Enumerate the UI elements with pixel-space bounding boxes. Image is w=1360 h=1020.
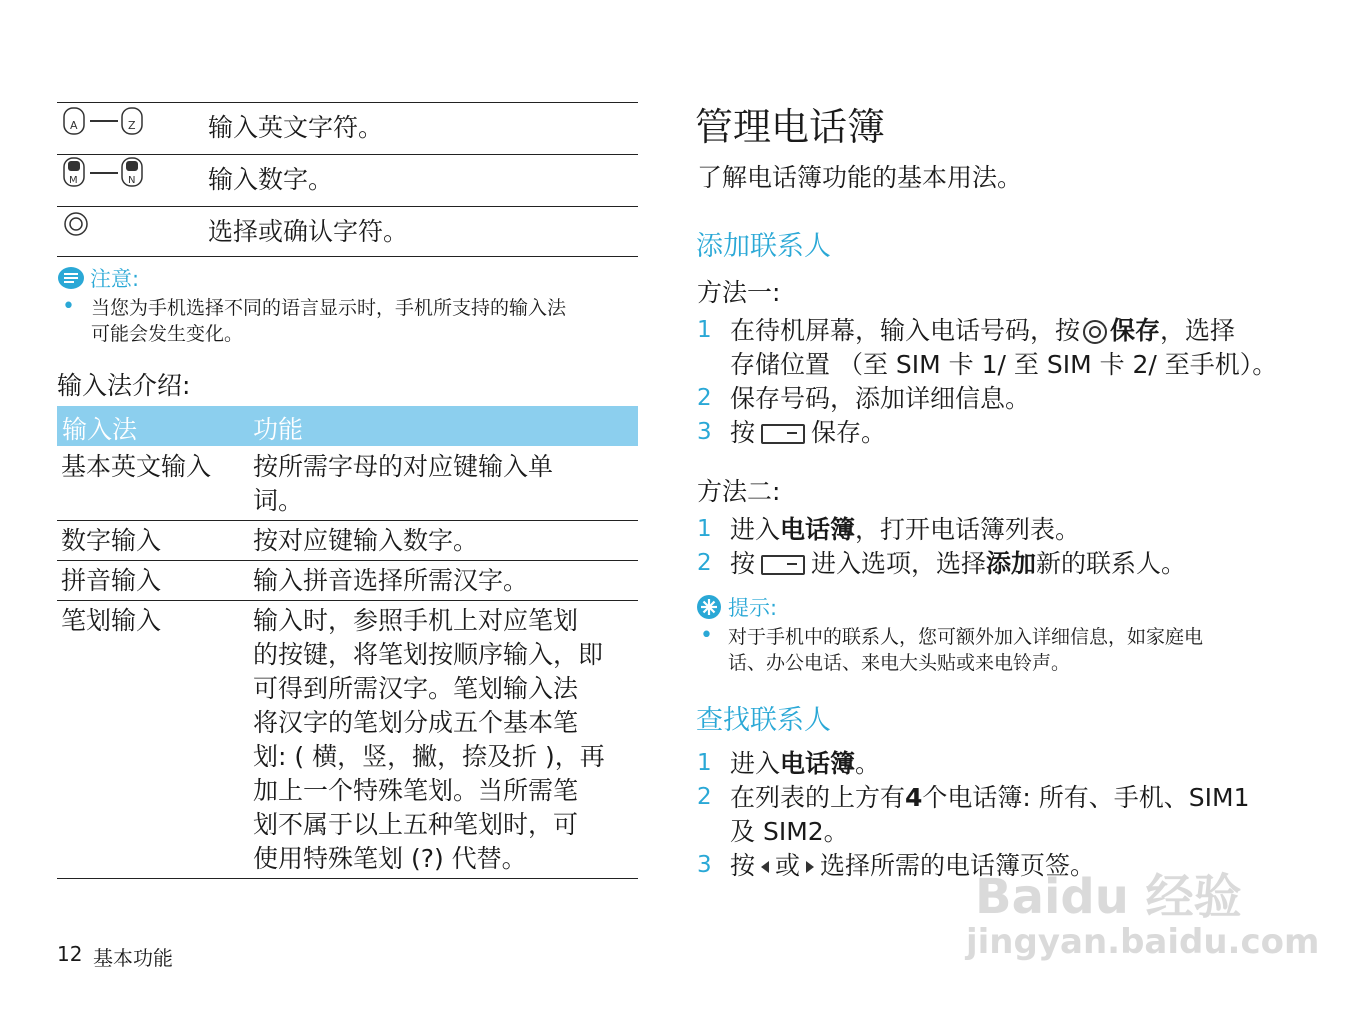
svg-text:Z: Z bbox=[128, 119, 136, 132]
svg-text:M: M bbox=[69, 175, 78, 186]
header-method: 输入法 bbox=[62, 415, 138, 444]
key-desc: 输入英文字符。 bbox=[208, 113, 384, 142]
ok-key-icon bbox=[1083, 320, 1107, 344]
step-text-cont: 及 SIM2。 bbox=[730, 817, 849, 846]
method-two-label: 方法二: bbox=[697, 477, 781, 506]
step-text-part: 进入 bbox=[730, 515, 781, 544]
key-range-a-z bbox=[62, 104, 152, 138]
step-text-part: 在待机屏幕，输入电话号码，按 bbox=[730, 316, 1081, 345]
ime-intro: 输入法介绍: bbox=[57, 371, 191, 400]
add-label: 添加 bbox=[986, 549, 1037, 578]
ime-desc-line: 词。 bbox=[253, 486, 304, 515]
key-range-0-9 bbox=[62, 156, 152, 190]
step-number: 1 bbox=[697, 317, 712, 343]
page-title: 管理电话簿 bbox=[695, 105, 886, 149]
ime-method: 数字输入 bbox=[61, 526, 162, 555]
key-a-z-icon bbox=[62, 104, 152, 138]
key-0-9-icon bbox=[62, 156, 152, 190]
ok-key-icon bbox=[62, 210, 90, 242]
step-text-part: 进入 bbox=[730, 749, 781, 778]
step-text-part: 按 bbox=[730, 549, 756, 578]
save-label: 保存 bbox=[1110, 316, 1161, 345]
tip-title: 提示: bbox=[728, 596, 778, 620]
ime-table-header bbox=[57, 406, 638, 446]
step-text-cont: 存储位置 （至 SIM 卡 1/ 至 SIM 卡 2/ 至手机）。 bbox=[730, 350, 1278, 379]
watermark-logo: Baidu 经验 bbox=[975, 869, 1242, 925]
add-contact-heading: 添加联系人 bbox=[696, 231, 831, 262]
note-line: 可能会发生变化。 bbox=[91, 323, 244, 345]
step-number: 1 bbox=[697, 750, 712, 776]
step-text-part: 按 bbox=[730, 851, 756, 880]
step-text bbox=[730, 416, 886, 450]
ime-desc-line: 加上一个特殊笔划。当所需笔 bbox=[253, 776, 579, 805]
step-text-part: 新的联系人。 bbox=[1036, 549, 1187, 578]
find-contact-heading: 查找联系人 bbox=[696, 705, 831, 736]
ime-method: 笔划输入 bbox=[61, 606, 162, 635]
table-rule bbox=[57, 154, 638, 155]
tip-bullet: • bbox=[700, 623, 713, 648]
watermark-url: jingyan.baidu.com bbox=[966, 922, 1320, 962]
step-number: 2 bbox=[697, 784, 712, 810]
tip-icon bbox=[696, 594, 722, 624]
left-arrow-icon bbox=[761, 861, 769, 873]
phonebook-label: 电话簿 bbox=[780, 515, 856, 544]
left-softkey-icon bbox=[761, 424, 805, 444]
step-text-part: 个电话簿: 所有、手机、SIM1 bbox=[922, 783, 1250, 812]
step-text-part: 。 bbox=[855, 749, 881, 778]
ime-desc-line: 输入拼音选择所需汉字。 bbox=[253, 566, 529, 595]
ime-desc-line: 可得到所需汉字。笔划输入法 bbox=[253, 674, 579, 703]
method-one-label: 方法一: bbox=[697, 278, 781, 307]
step-text-part: ，选择 bbox=[1160, 316, 1236, 345]
table-rule bbox=[57, 206, 638, 207]
step-text-part: 按 bbox=[730, 418, 756, 447]
note-icon bbox=[57, 266, 85, 294]
step-text bbox=[730, 781, 1250, 815]
svg-text:N: N bbox=[128, 175, 136, 186]
intro-text: 了解电话簿功能的基本用法。 bbox=[697, 163, 1023, 192]
step-text-part: 保存。 bbox=[811, 418, 887, 447]
note-title: 注意: bbox=[90, 267, 140, 291]
table-rule bbox=[57, 102, 638, 103]
svg-text:A: A bbox=[70, 119, 78, 132]
table-rule bbox=[57, 560, 638, 561]
left-softkey-icon bbox=[761, 555, 805, 575]
step-text-part: ，打开电话簿列表。 bbox=[855, 515, 1081, 544]
key-desc: 输入数字。 bbox=[208, 165, 334, 194]
tip-line: 对于手机中的联系人，您可额外加入详细信息，如家庭电 bbox=[728, 626, 1204, 648]
ime-desc-line: 划: ( 横，竖，撇，捺及折 )，再 bbox=[253, 742, 605, 771]
page-number: 12 bbox=[57, 942, 83, 966]
right-arrow-icon bbox=[806, 861, 814, 873]
step-text-part: 选择所需的电话簿页签。 bbox=[820, 851, 1096, 880]
tip-line: 话、办公电话、来电大头贴或来电铃声。 bbox=[728, 652, 1071, 674]
table-rule bbox=[57, 520, 638, 521]
step-number: 3 bbox=[697, 419, 712, 445]
step-text bbox=[730, 513, 1080, 547]
ime-method: 基本英文输入 bbox=[61, 452, 212, 481]
section-name: 基本功能 bbox=[93, 946, 173, 970]
phonebook-label: 电话簿 bbox=[780, 749, 856, 778]
ime-desc-line: 按所需字母的对应键输入单 bbox=[253, 452, 554, 481]
step-number: 1 bbox=[697, 516, 712, 542]
table-rule bbox=[57, 600, 638, 601]
key-desc: 选择或确认字符。 bbox=[208, 217, 409, 246]
step-text bbox=[730, 547, 1186, 581]
step-text-part: 进入选项，选择 bbox=[811, 549, 987, 578]
step-text-part: 在列表的上方有 bbox=[730, 783, 906, 812]
ime-desc-line: 的按键，将笔划按顺序输入，即 bbox=[253, 640, 604, 669]
table-rule bbox=[57, 256, 638, 257]
step-text-part: 或 bbox=[775, 851, 801, 880]
note-line: 当您为手机选择不同的语言显示时，手机所支持的输入法 bbox=[91, 297, 567, 319]
ime-desc-line: 划不属于以上五种笔划时，可 bbox=[253, 810, 579, 839]
step-text bbox=[730, 314, 1290, 348]
ime-method: 拼音输入 bbox=[61, 566, 162, 595]
ime-desc-line: 按对应键输入数字。 bbox=[253, 526, 479, 555]
ime-desc-line: 使用特殊笔划 (?) 代替。 bbox=[253, 844, 527, 873]
count-label: 4 bbox=[905, 783, 923, 812]
step-text: 保存号码，添加详细信息。 bbox=[730, 384, 1031, 413]
ime-desc-line: 输入时，参照手机上对应笔划 bbox=[253, 606, 579, 635]
step-number: 3 bbox=[697, 852, 712, 878]
step-text bbox=[730, 747, 880, 781]
header-function: 功能 bbox=[253, 415, 304, 444]
step-number: 2 bbox=[697, 385, 712, 411]
ime-desc-line: 将汉字的笔划分成五个基本笔 bbox=[253, 708, 579, 737]
note-bullet: • bbox=[62, 294, 75, 319]
table-rule bbox=[57, 878, 638, 879]
step-number: 2 bbox=[697, 550, 712, 576]
